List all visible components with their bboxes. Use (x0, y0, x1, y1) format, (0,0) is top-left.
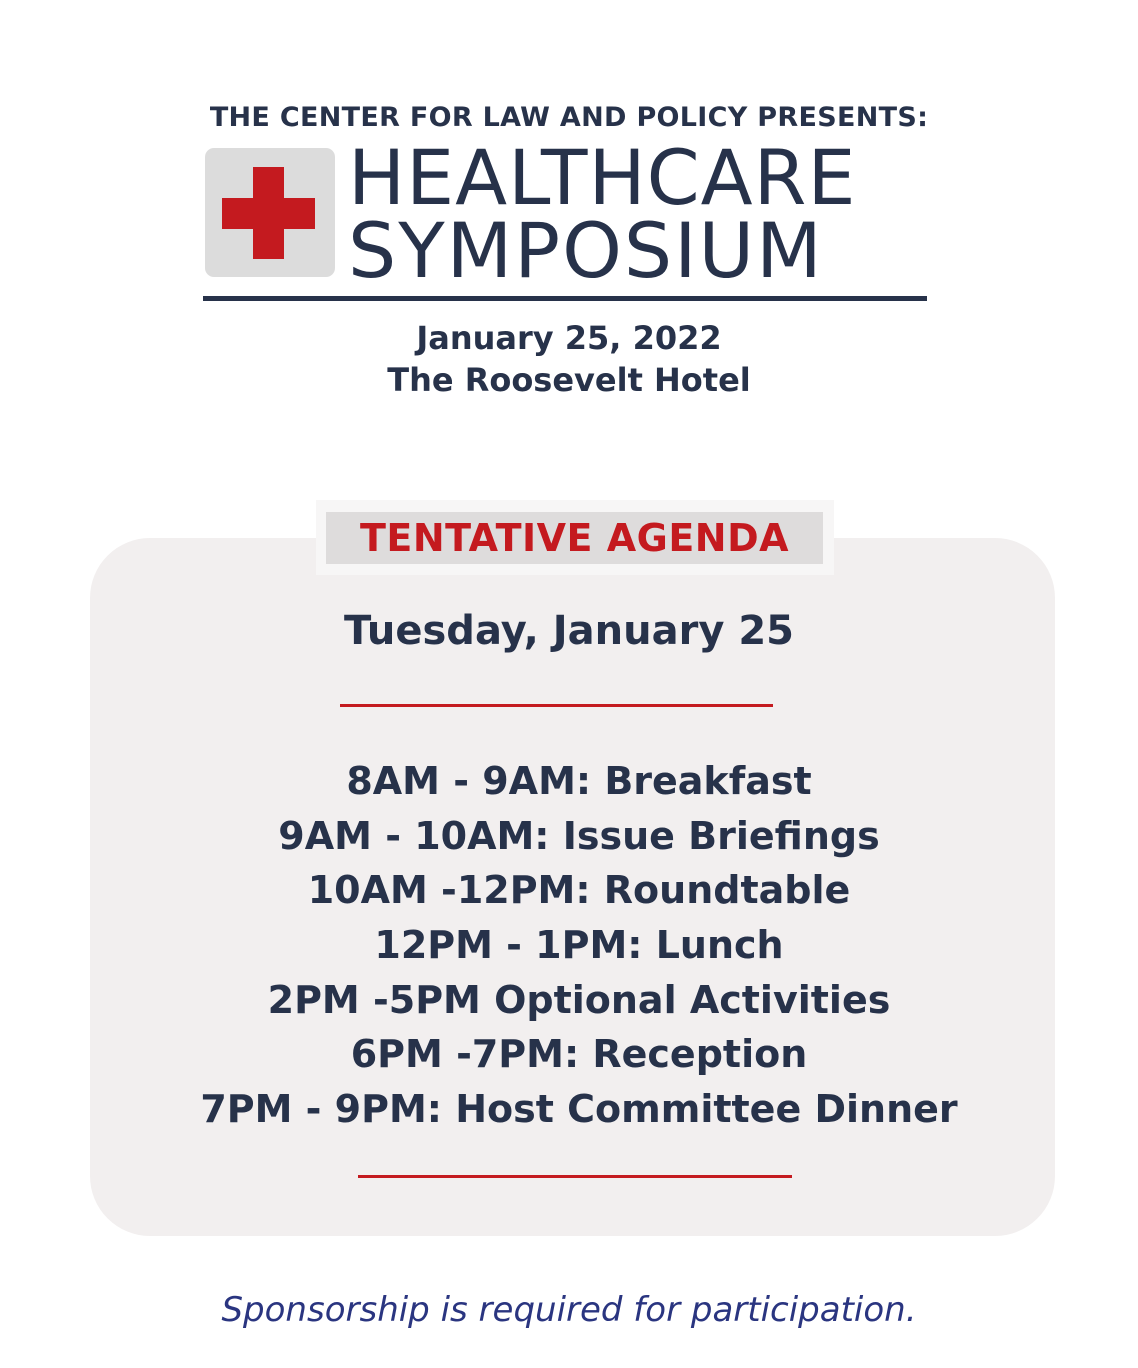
sponsorship-note: Sponsorship is required for participation. (221, 1290, 917, 1330)
red-divider-bottom (358, 1175, 792, 1178)
agenda-item: 12PM - 1PM: Lunch (374, 923, 784, 968)
agenda-item: 9AM - 10AM: Issue Briefings (278, 813, 880, 858)
event-title-line-1: HEALTHCARE (348, 133, 857, 222)
agenda-label: TENTATIVE AGENDA (326, 512, 823, 564)
red-divider-top (340, 704, 773, 707)
title-divider (203, 296, 927, 301)
event-venue: The Roosevelt Hotel (387, 361, 751, 399)
agenda-item: 6PM -7PM: Reception (350, 1032, 808, 1077)
agenda-item: 10AM -12PM: Roundtable (307, 868, 851, 913)
agenda-item: 2PM -5PM Optional Activities (267, 977, 891, 1022)
agenda-item: 7PM - 9PM: Host Committee Dinner (200, 1087, 958, 1132)
presenter-line: THE CENTER FOR LAW AND POLICY PRESENTS: (209, 102, 929, 133)
agenda-schedule (0, 754, 1138, 1137)
agenda-item: 8AM - 9AM: Breakfast (346, 759, 812, 803)
event-date: January 25, 2022 (416, 319, 722, 357)
agenda-day-heading: Tuesday, January 25 (344, 608, 794, 654)
event-title-line-2: SYMPOSIUM (348, 206, 824, 295)
